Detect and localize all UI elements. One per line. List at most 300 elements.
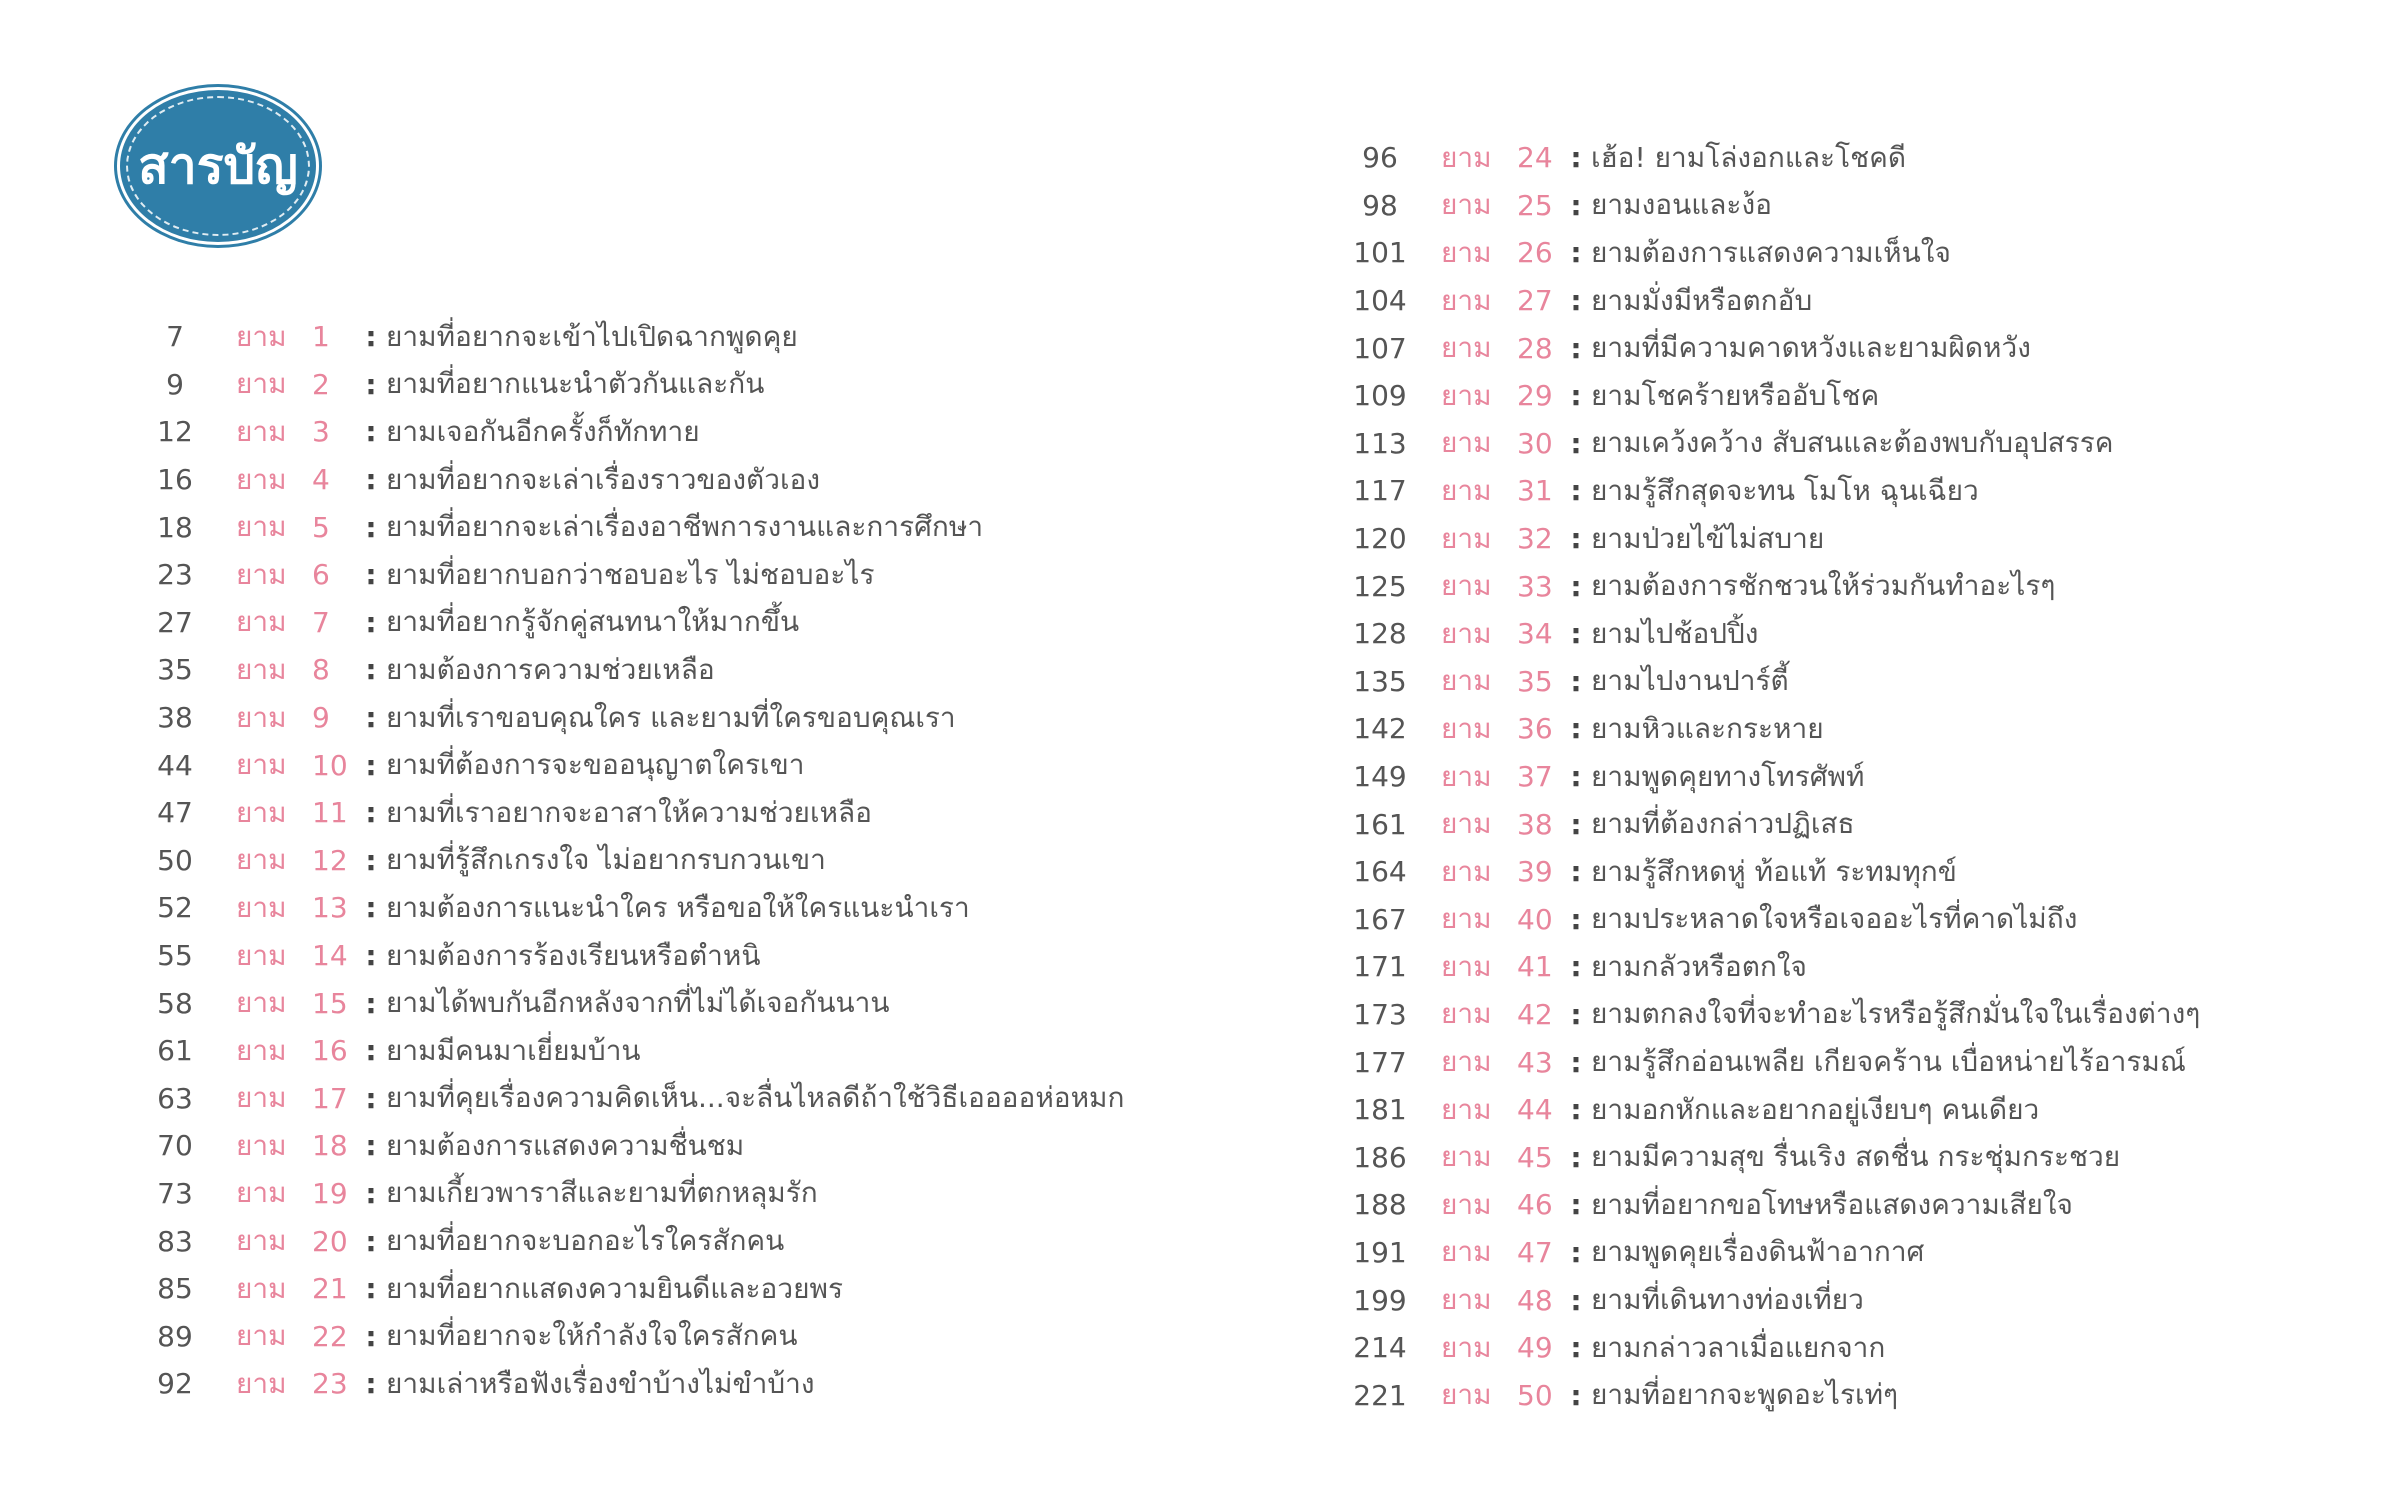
toc-yam-label: ยาม (236, 700, 287, 734)
toc-yam-label: ยาม (236, 1224, 287, 1258)
toc-yam-label: ยาม (1441, 902, 1492, 936)
toc-entry[interactable] (1335, 324, 2355, 372)
toc-page-number: 104 (1353, 284, 1407, 318)
toc-chapter-number: 36 (1517, 712, 1553, 746)
toc-chapter-number: 34 (1517, 617, 1553, 651)
toc-entry[interactable] (1335, 562, 2355, 610)
toc-yam-label: ยาม (236, 748, 287, 782)
toc-separator: : (1570, 1331, 1582, 1365)
toc-entry[interactable] (130, 1170, 1180, 1218)
toc-chapter-title: ยามกล่าวลาเมื่อแยกจาก (1591, 1330, 1886, 1364)
toc-chapter-title: ยามที่อยากรู้จักคู่สนทนาให้มากขึ้น (386, 605, 800, 639)
toc-chapter-title: ยามที่อยากแนะนำตัวกันและกัน (386, 367, 765, 401)
toc-entry[interactable] (1335, 1324, 2355, 1372)
toc-separator: : (365, 796, 377, 830)
toc-chapter-number: 29 (1517, 379, 1553, 413)
toc-page-number: 55 (157, 939, 193, 973)
toc-entry[interactable] (1335, 1038, 2355, 1086)
toc-separator: : (365, 1367, 377, 1401)
toc-separator: : (365, 1034, 377, 1068)
toc-yam-label: ยาม (1441, 711, 1492, 745)
toc-chapter-title: ยามเจอกันอีกครั้งก็ทักทาย (386, 414, 700, 448)
toc-separator: : (365, 463, 377, 497)
toc-chapter-number: 9 (312, 701, 330, 735)
toc-separator: : (1570, 426, 1582, 460)
toc-page-number: 44 (157, 748, 193, 782)
toc-entry[interactable] (1335, 277, 2355, 325)
toc-separator: : (1570, 474, 1582, 508)
toc-chapter-title: ยามต้องการร้องเรียนหรือตำหนิ (386, 938, 761, 972)
toc-yam-label: ยาม (1441, 1283, 1492, 1317)
toc-chapter-title: ยามที่คุยเรื่องความคิดเห็น...จะลื่นไหลดีถ้าใช้วิธีเออออห่อหมก (386, 1081, 1125, 1115)
toc-page-number: 164 (1353, 855, 1407, 889)
toc-chapter-title: ยามเคว้งคว้าง สับสนและต้องพบกับอุปสรรค (1591, 426, 2114, 460)
toc-chapter-title: ยามป่วยไข้ไม่สบาย (1591, 521, 1825, 555)
toc-entry[interactable] (1335, 372, 2355, 420)
toc-chapter-title: ยามที่เราอยากจะอาสาให้ความช่วยเหลือ (386, 795, 872, 829)
toc-entry[interactable] (130, 456, 1180, 504)
toc-page-number: 16 (157, 463, 193, 497)
toc-page-number: 149 (1353, 760, 1407, 794)
toc-chapter-number: 37 (1517, 760, 1553, 794)
toc-entry[interactable] (130, 408, 1180, 456)
toc-yam-label: ยาม (1441, 1092, 1492, 1126)
toc-page-number: 70 (157, 1129, 193, 1163)
toc-entry[interactable] (130, 837, 1180, 885)
toc-page-number: 120 (1353, 522, 1407, 556)
toc-page-number: 181 (1353, 1093, 1407, 1127)
toc-chapter-title: ยามต้องการแสดงความเห็นใจ (1591, 235, 1951, 269)
toc-yam-label: ยาม (1441, 759, 1492, 793)
toc-chapter-title: ยามกลัวหรือตกใจ (1591, 949, 1807, 983)
toc-chapter-title: ยามรู้สึกหดหู่ ท้อแท้ ระทมทุกข์ (1591, 854, 1957, 888)
toc-page-number: 47 (157, 796, 193, 830)
toc-entry[interactable] (130, 1027, 1180, 1075)
toc-yam-label: ยาม (236, 986, 287, 1020)
toc-entry[interactable] (130, 1217, 1180, 1265)
toc-separator: : (365, 320, 377, 354)
toc-chapter-title: ยามต้องการแนะนำใคร หรือขอให้ใครแนะนำเรา (386, 890, 970, 924)
toc-chapter-number: 8 (312, 653, 330, 687)
toc-chapter-number: 14 (312, 939, 348, 973)
toc-yam-label: ยาม (1441, 378, 1492, 412)
toc-chapter-number: 44 (1517, 1093, 1553, 1127)
toc-yam-label: ยาม (236, 1319, 287, 1353)
toc-chapter-number: 17 (312, 1081, 348, 1115)
toc-yam-label: ยาม (1441, 949, 1492, 983)
toc-chapter-title: ยามประหลาดใจหรือเจออะไรที่คาดไม่ถึง (1591, 902, 2078, 936)
toc-chapter-title: ยามอกหักและอยากอยู่เงียบๆ คนเดียว (1591, 1092, 2040, 1126)
toc-entry[interactable] (130, 741, 1180, 789)
toc-yam-label: ยาม (236, 938, 287, 972)
toc-separator: : (365, 558, 377, 592)
toc-page-number: 27 (157, 605, 193, 639)
toc-chapter-title: ยามเกี้ยวพาราสีและยามที่ตกหลุมรัก (386, 1176, 818, 1210)
toc-entry[interactable] (1335, 991, 2355, 1039)
toc-page-number: 221 (1353, 1378, 1407, 1412)
toc-yam-label: ยาม (236, 1081, 287, 1115)
toc-chapter-title: ยามมั่งมีหรือตกอับ (1591, 283, 1813, 317)
toc-separator: : (365, 1129, 377, 1163)
toc-yam-label: ยาม (236, 319, 287, 353)
toc-chapter-number: 10 (312, 748, 348, 782)
toc-separator: : (365, 510, 377, 544)
toc-separator: : (1570, 1188, 1582, 1222)
toc-yam-label: ยาม (236, 414, 287, 448)
toc-entry[interactable] (1335, 1086, 2355, 1134)
toc-separator: : (365, 653, 377, 687)
toc-separator: : (1570, 807, 1582, 841)
toc-separator: : (365, 605, 377, 639)
toc-entry[interactable] (130, 979, 1180, 1027)
toc-page-number: 85 (157, 1272, 193, 1306)
toc-chapter-title: ยามโชคร้ายหรืออับโชค (1591, 378, 1880, 412)
toc-separator: : (1570, 1283, 1582, 1317)
toc-chapter-title: ยามที่ต้องการจะขออนุญาตใครเขา (386, 748, 805, 782)
toc-chapter-title: ยามที่อยากจะให้กำลังใจใครสักคน (386, 1319, 798, 1353)
toc-chapter-title: ยามต้องการแสดงความชื่นชม (386, 1128, 745, 1162)
toc-chapter-title: ยามไปช้อปปิ้ง (1591, 616, 1759, 650)
toc-page-number: 18 (157, 510, 193, 544)
toc-chapter-title: ยามที่อยากจะบอกอะไรใครสักคน (386, 1224, 785, 1258)
toc-separator: : (1570, 760, 1582, 794)
toc-yam-label: ยาม (1441, 664, 1492, 698)
toc-yam-label: ยาม (1441, 616, 1492, 650)
toc-separator: : (1570, 997, 1582, 1031)
toc-entry[interactable] (130, 551, 1180, 599)
toc-chapter-number: 25 (1517, 188, 1553, 222)
toc-chapter-number: 38 (1517, 807, 1553, 841)
toc-yam-label: ยาม (236, 1271, 287, 1305)
toc-chapter-title: ยามงอนและง้อ (1591, 188, 1772, 222)
toc-chapter-number: 12 (312, 843, 348, 877)
toc-entry[interactable] (1335, 1181, 2355, 1229)
toc-yam-label: ยาม (236, 1366, 287, 1400)
toc-separator: : (1570, 1045, 1582, 1079)
toc-yam-label: ยาม (1441, 188, 1492, 222)
toc-page-number: 52 (157, 891, 193, 925)
toc-separator: : (365, 1081, 377, 1115)
toc-chapter-number: 3 (312, 415, 330, 449)
toc-chapter-number: 30 (1517, 426, 1553, 460)
toc-chapter-number: 5 (312, 510, 330, 544)
toc-page-number: 128 (1353, 617, 1407, 651)
toc-page-number: 135 (1353, 664, 1407, 698)
toc-yam-label: ยาม (236, 890, 287, 924)
toc-chapter-number: 11 (312, 796, 348, 830)
toc-chapter-number: 41 (1517, 950, 1553, 984)
toc-entry[interactable] (1335, 1133, 2355, 1181)
toc-right-column (1335, 134, 2355, 1419)
toc-page-number: 161 (1353, 807, 1407, 841)
toc-entry[interactable] (130, 1312, 1180, 1360)
toc-yam-label: ยาม (1441, 1140, 1492, 1174)
toc-separator: : (1570, 712, 1582, 746)
toc-yam-label: ยาม (1441, 1330, 1492, 1364)
toc-yam-label: ยาม (236, 1176, 287, 1210)
toc-separator: : (1570, 617, 1582, 651)
toc-yam-label: ยาม (236, 367, 287, 401)
toc-page-number: 186 (1353, 1140, 1407, 1174)
toc-separator: : (1570, 1140, 1582, 1174)
toc-chapter-number: 40 (1517, 902, 1553, 936)
toc-chapter-title: ยามรู้สึกสุดจะทน โมโห ฉุนเฉียว (1591, 473, 1979, 507)
toc-yam-label: ยาม (1441, 997, 1492, 1031)
toc-chapter-number: 48 (1517, 1283, 1553, 1317)
toc-chapter-number: 47 (1517, 1235, 1553, 1269)
toc-entry[interactable] (1335, 610, 2355, 658)
toc-entry[interactable] (130, 932, 1180, 980)
toc-chapter-title: ยามต้องการชักชวนให้ร่วมกันทำอะไรๆ (1591, 569, 2056, 603)
toc-separator: : (1570, 902, 1582, 936)
toc-separator: : (365, 1272, 377, 1306)
toc-yam-label: ยาม (236, 1033, 287, 1067)
toc-chapter-title: ยามได้พบกันอีกหลังจากที่ไม่ได้เจอกันนาน (386, 986, 890, 1020)
toc-entry[interactable] (130, 1265, 1180, 1313)
toc-entry[interactable] (1335, 1276, 2355, 1324)
toc-separator: : (1570, 1235, 1582, 1269)
toc-entry[interactable] (1335, 848, 2355, 896)
toc-entry[interactable] (130, 789, 1180, 837)
toc-page-number: 38 (157, 701, 193, 735)
toc-separator: : (1570, 664, 1582, 698)
toc-page-number: 35 (157, 653, 193, 687)
toc-page-number: 23 (157, 558, 193, 592)
toc-chapter-title: ยามที่อยากจะพูดอะไรเท่ๆ (1591, 1378, 1899, 1412)
toc-page-number: 7 (166, 320, 184, 354)
toc-page-number: 171 (1353, 950, 1407, 984)
toc-page-number: 83 (157, 1224, 193, 1258)
toc-separator: : (1570, 1093, 1582, 1127)
toc-separator: : (365, 1176, 377, 1210)
toc-entry[interactable] (130, 503, 1180, 551)
toc-separator: : (1570, 855, 1582, 889)
toc-page-number: 98 (1362, 188, 1398, 222)
toc-yam-label: ยาม (236, 605, 287, 639)
toc-chapter-number: 39 (1517, 855, 1553, 889)
toc-yam-label: ยาม (1441, 521, 1492, 555)
toc-yam-label: ยาม (1441, 1045, 1492, 1079)
toc-chapter-title: ยามพูดคุยทางโทรศัพท์ (1591, 759, 1865, 793)
toc-separator: : (1570, 950, 1582, 984)
toc-entry[interactable] (130, 313, 1180, 361)
toc-separator: : (365, 1319, 377, 1353)
toc-separator: : (1570, 236, 1582, 270)
toc-chapter-number: 42 (1517, 997, 1553, 1031)
toc-separator: : (1570, 1378, 1582, 1412)
toc-entry[interactable] (1335, 182, 2355, 230)
toc-chapter-number: 21 (312, 1272, 348, 1306)
toc-entry[interactable] (1335, 753, 2355, 801)
toc-yam-label: ยาม (1441, 473, 1492, 507)
toc-page-number: 109 (1353, 379, 1407, 413)
toc-separator: : (365, 986, 377, 1020)
toc-entry[interactable] (1335, 705, 2355, 753)
toc-chapter-title: ยามต้องการความช่วยเหลือ (386, 652, 715, 686)
toc-chapter-title: ยามที่อยากจะเล่าเรื่องอาชีพการงานและการศึกษา (386, 510, 984, 544)
toc-page-number: 50 (157, 843, 193, 877)
toc-separator: : (365, 1224, 377, 1258)
toc-chapter-title: ยามที่มีความคาดหวังและยามผิดหวัง (1591, 331, 2031, 365)
toc-entry[interactable] (130, 646, 1180, 694)
toc-separator: : (365, 891, 377, 925)
toc-entry[interactable] (130, 694, 1180, 742)
toc-page-number: 191 (1353, 1235, 1407, 1269)
toc-yam-label: ยาม (236, 795, 287, 829)
toc-chapter-number: 23 (312, 1367, 348, 1401)
toc-entry[interactable] (1335, 229, 2355, 277)
toc-separator: : (1570, 331, 1582, 365)
toc-separator: : (1570, 284, 1582, 318)
toc-yam-label: ยาม (1441, 140, 1492, 174)
toc-separator: : (365, 367, 377, 401)
toc-entry[interactable] (130, 1360, 1180, 1408)
toc-chapter-title: ยามพูดคุยเรื่องดินฟ้าอากาศ (1591, 1235, 1925, 1269)
toc-yam-label: ยาม (1441, 426, 1492, 460)
toc-chapter-number: 1 (312, 320, 330, 354)
toc-chapter-number: 7 (312, 605, 330, 639)
toc-yam-label: ยาม (1441, 807, 1492, 841)
page-title: สารบัญ (138, 137, 298, 195)
toc-chapter-number: 49 (1517, 1331, 1553, 1365)
toc-chapter-title: ยามมีคนมาเยี่ยมบ้าน (386, 1033, 641, 1067)
toc-separator: : (1570, 188, 1582, 222)
toc-page-number: 142 (1353, 712, 1407, 746)
toc-page-number: 73 (157, 1176, 193, 1210)
toc-chapter-number: 45 (1517, 1140, 1553, 1174)
toc-chapter-number: 33 (1517, 569, 1553, 603)
toc-chapter-title: ยามหิวและกระหาย (1591, 711, 1824, 745)
toc-chapter-title: ยามที่เราขอบคุณใคร และยามที่ใครขอบคุณเรา (386, 700, 956, 734)
toc-chapter-title: ยามที่อยากจะเล่าเรื่องราวของตัวเอง (386, 462, 821, 496)
toc-chapter-title: ยามที่อยากขอโทษหรือแสดงความเสียใจ (1591, 1187, 2073, 1221)
toc-entry[interactable] (130, 1075, 1180, 1123)
toc-entry[interactable] (1335, 943, 2355, 991)
toc-yam-label: ยาม (236, 557, 287, 591)
toc-chapter-title: ยามเล่าหรือฟังเรื่องขำบ้างไม่ขำบ้าง (386, 1366, 815, 1400)
toc-entry[interactable] (1335, 420, 2355, 468)
toc-entry[interactable] (1335, 467, 2355, 515)
toc-entry[interactable] (1335, 515, 2355, 563)
toc-chapter-number: 35 (1517, 664, 1553, 698)
toc-entry[interactable] (1335, 134, 2355, 182)
toc-page-number: 199 (1353, 1283, 1407, 1317)
toc-entry[interactable] (1335, 1229, 2355, 1277)
toc-chapter-title: ยามที่อยากจะเข้าไปเปิดฉากพูดคุย (386, 319, 798, 353)
toc-separator: : (1570, 141, 1582, 175)
toc-chapter-number: 43 (1517, 1045, 1553, 1079)
toc-chapter-number: 32 (1517, 522, 1553, 556)
toc-chapter-number: 28 (1517, 331, 1553, 365)
toc-chapter-number: 2 (312, 367, 330, 401)
toc-yam-label: ยาม (1441, 235, 1492, 269)
toc-yam-label: ยาม (1441, 854, 1492, 888)
toc-chapter-title: ยามที่อยากบอกว่าชอบอะไร ไม่ชอบอะไร (386, 557, 875, 591)
toc-chapter-number: 6 (312, 558, 330, 592)
toc-separator: : (365, 415, 377, 449)
toc-page-number: 125 (1353, 569, 1407, 603)
toc-entry[interactable] (130, 1122, 1180, 1170)
toc-chapter-number: 27 (1517, 284, 1553, 318)
toc-chapter-number: 13 (312, 891, 348, 925)
toc-yam-label: ยาม (1441, 331, 1492, 365)
toc-page-number: 89 (157, 1319, 193, 1353)
toc-chapter-title: ยามที่อยากแสดงความยินดีและอวยพร (386, 1271, 843, 1305)
toc-chapter-number: 15 (312, 986, 348, 1020)
toc-page-number: 101 (1353, 236, 1407, 270)
toc-chapter-number: 50 (1517, 1378, 1553, 1412)
toc-chapter-number: 19 (312, 1176, 348, 1210)
toc-yam-label: ยาม (1441, 1378, 1492, 1412)
toc-entry[interactable] (1335, 800, 2355, 848)
toc-separator: : (365, 748, 377, 782)
toc-chapter-number: 20 (312, 1224, 348, 1258)
toc-entry[interactable] (1335, 1371, 2355, 1419)
toc-entry[interactable] (1335, 658, 2355, 706)
toc-chapter-title: ยามมีความสุข รื่นเริง สดชื่น กระชุ่มกระชวย (1591, 1140, 2121, 1174)
toc-page-number: 173 (1353, 997, 1407, 1031)
toc-page-number: 92 (157, 1367, 193, 1401)
toc-chapter-number: 46 (1517, 1188, 1553, 1222)
toc-yam-label: ยาม (1441, 1187, 1492, 1221)
toc-chapter-number: 22 (312, 1319, 348, 1353)
toc-page-number: 96 (1362, 141, 1398, 175)
toc-separator: : (1570, 569, 1582, 603)
toc-left-column (130, 313, 1180, 1408)
toc-chapter-title: ยามที่รู้สึกเกรงใจ ไม่อยากรบกวนเขา (386, 843, 826, 877)
toc-chapter-title: ยามที่เดินทางท่องเที่ยว (1591, 1283, 1864, 1317)
toc-separator: : (1570, 379, 1582, 413)
toc-page-number: 113 (1353, 426, 1407, 460)
toc-separator: : (1570, 522, 1582, 556)
toc-chapter-number: 26 (1517, 236, 1553, 270)
toc-page-number: 9 (166, 367, 184, 401)
toc-page-number: 107 (1353, 331, 1407, 365)
toc-yam-label: ยาม (236, 652, 287, 686)
toc-entry[interactable] (1335, 896, 2355, 944)
toc-separator: : (365, 701, 377, 735)
toc-page-number: 117 (1353, 474, 1407, 508)
toc-yam-label: ยาม (236, 462, 287, 496)
toc-chapter-title: ยามตกลงใจที่จะทำอะไรหรือรู้สึกมั่นใจในเรื่องต่างๆ (1591, 997, 2201, 1031)
toc-yam-label: ยาม (1441, 569, 1492, 603)
toc-chapter-title: ยามไปงานปาร์ตี้ (1591, 664, 1789, 698)
toc-yam-label: ยาม (236, 843, 287, 877)
toc-page-number: 188 (1353, 1188, 1407, 1222)
toc-chapter-number: 18 (312, 1129, 348, 1163)
toc-separator: : (365, 843, 377, 877)
toc-page-number: 58 (157, 986, 193, 1020)
toc-page-number: 61 (157, 1034, 193, 1068)
toc-page-number: 63 (157, 1081, 193, 1115)
toc-page-number: 167 (1353, 902, 1407, 936)
toc-chapter-title: ยามรู้สึกอ่อนเพลีย เกียจคร้าน เบื่อหน่ายไร้อารมณ์ (1591, 1045, 2186, 1079)
toc-page-number: 214 (1353, 1331, 1407, 1365)
toc-entry[interactable] (130, 361, 1180, 409)
toc-chapter-number: 4 (312, 463, 330, 497)
toc-chapter-title: ยามที่ต้องกล่าวปฏิเสธ (1591, 807, 1855, 841)
toc-entry[interactable] (130, 599, 1180, 647)
toc-entry[interactable] (130, 884, 1180, 932)
toc-yam-label: ยาม (236, 510, 287, 544)
toc-chapter-number: 31 (1517, 474, 1553, 508)
toc-page-number: 12 (157, 415, 193, 449)
toc-chapter-number: 24 (1517, 141, 1553, 175)
toc-yam-label: ยาม (236, 1128, 287, 1162)
toc-yam-label: ยาม (1441, 283, 1492, 317)
contents-badge (120, 90, 316, 242)
toc-chapter-number: 16 (312, 1034, 348, 1068)
